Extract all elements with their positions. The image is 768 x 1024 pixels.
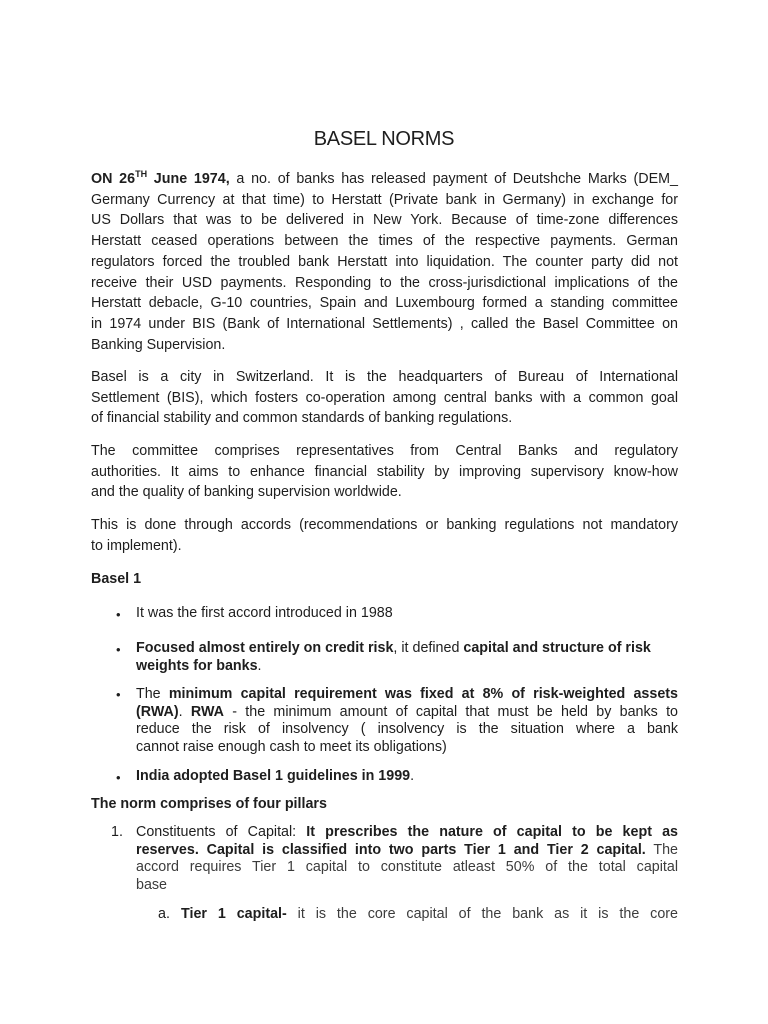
pillar-1-bold-2: reserves. Capital is classified into two parts Tier 1 and Tier 2 capital.: [136, 841, 646, 858]
basel-city-paragraph: [91, 367, 678, 429]
bullet-2-bold-1: Focused almost entirely on credit risk: [136, 640, 394, 656]
bullet-2-line-1: [136, 640, 678, 658]
bullet-1-line: It was the first accord introduced in 1988: [136, 605, 393, 621]
pillar-1-line-4: base: [136, 876, 168, 893]
bullet-3-text: [136, 686, 678, 756]
bullet-4-end: .: [410, 768, 415, 784]
intro-line-4: Herstatt ceased operations between the times of the respective payments. German: [91, 233, 678, 250]
bullet-3-bold-1: minimum capital requirement was fixed at 8% of risk-weighted assets: [168, 686, 679, 702]
pillar-1-number: 1.: [111, 824, 123, 840]
page-title: BASEL NORMS: [313, 128, 455, 150]
committee-paragraph: [91, 441, 678, 503]
pillar-1-text: [136, 824, 678, 894]
bullet-3-plain-3: - the minimum amount of capital that must be held by banks to: [223, 703, 678, 720]
sub-a-text: [181, 906, 678, 924]
accords-line-2: to implement).: [91, 537, 182, 554]
intro-date-bold: ON 26: [91, 171, 136, 187]
bullet-4-text: [136, 768, 678, 786]
intro-line-3: US Dollars that was to be delivered in New York. Because of time-zone differences: [91, 212, 678, 229]
intro-line-1: [91, 169, 678, 190]
intro-date-bold-2: June 1974,: [147, 171, 230, 187]
bullet-2-line-2: [136, 658, 678, 676]
pillar-1-plain: Constituents of Capital:: [136, 824, 307, 840]
intro-line-1-text: a no. of banks has released payment of Deutshche Marks (DEM_: [229, 171, 678, 187]
committee-line-2: authorities. It aims to enhance financial stability by improving supervisory know-how: [91, 463, 678, 480]
accords-line-1: This is done through accords (recommendations or banking regulations not mandatory: [91, 517, 678, 533]
bullet-2-bold-3: weights for banks: [136, 657, 258, 674]
committee-line-1: The committee comprises representatives from Central Banks and regulatory: [91, 443, 678, 459]
bullet-dot-2: •: [116, 642, 121, 657]
sub-a-plain: it is the core capital of the bank as it is the core: [286, 906, 678, 922]
pillar-1-bold-1: It prescribes the nature of capital to be kept as: [306, 824, 678, 840]
bullet-2-end: .: [257, 657, 262, 674]
basel1-heading: Basel 1: [91, 571, 142, 587]
bullet-2-plain: , it defined: [393, 640, 464, 656]
sub-a-bold: Tier 1 capital-: [181, 906, 287, 922]
basel-line-3: of financial stability and common standards of banking regulations.: [91, 410, 513, 427]
bullet-2-bold-2: capital and structure of risk: [463, 640, 651, 656]
bullet-3-line-4: cannot raise enough cash to meet its obligations): [136, 738, 447, 755]
intro-date-sup: TH: [135, 169, 148, 180]
bullet-4-bold: India adopted Basel 1 guidelines in 1999: [136, 768, 411, 784]
basel-line-1: Basel is a city in Switzerland. It is the headquarters of Bureau of International: [91, 369, 678, 385]
bullet-3-line-2: [136, 704, 678, 722]
bullet-3-line-3: reduce the risk of insolvency ( insolvency is the situation where a bank: [136, 721, 678, 737]
sub-a-letter: a.: [158, 906, 170, 922]
intro-line-2: Germany Currency at that time) to Herstatt (Private bank in Germany) in exchange for: [91, 191, 678, 208]
pillar-1-line-3: accord requires Tier 1 capital to constitute atleast 50% of the total capital: [136, 859, 678, 875]
bullet-3-bold-2: (RWA): [136, 703, 179, 720]
committee-line-3: and the quality of banking supervision worldwide.: [91, 484, 402, 501]
accords-paragraph: [91, 515, 678, 556]
intro-line-6: receive their USD payments. Responding to the cross-jurisdictional implications of the: [91, 274, 678, 291]
bullet-dot-4: •: [116, 770, 121, 785]
pillar-1-plain-2: The: [645, 841, 678, 858]
intro-line-8: in 1974 under BIS (Bank of International Settlements) , called the Basel Committee on: [91, 315, 678, 332]
bullet-dot-1: •: [116, 607, 121, 622]
bullet-3-bold-3: RWA: [190, 703, 224, 720]
intro-line-5: regulators forced the troubled bank Herstatt into liquidation. The counter party did not: [91, 253, 678, 270]
bullet-4-line: [136, 768, 678, 786]
bullet-2-text: [136, 640, 678, 675]
sub-a-line-1: [181, 906, 678, 924]
bullet-3-plain-2: .: [178, 703, 191, 720]
pillars-heading: The norm comprises of four pillars: [91, 796, 327, 812]
intro-line-9: Banking Supervision.: [91, 336, 226, 353]
bullet-3-plain-1: The: [136, 686, 169, 702]
intro-line-7: Herstatt debacle, G-10 countries, Spain and Luxembourg formed a standing committee: [91, 295, 678, 312]
pillar-1-line-1: [136, 824, 678, 842]
basel-line-2: Settlement (BIS), which fosters co-operation among central banks with a common goal: [91, 389, 678, 406]
pillar-1-line-2: [136, 842, 678, 860]
intro-paragraph: [91, 169, 678, 355]
bullet-dot-3: •: [116, 687, 121, 702]
bullet-3-line-1: [136, 686, 678, 704]
bullet-1-text: [136, 605, 678, 623]
